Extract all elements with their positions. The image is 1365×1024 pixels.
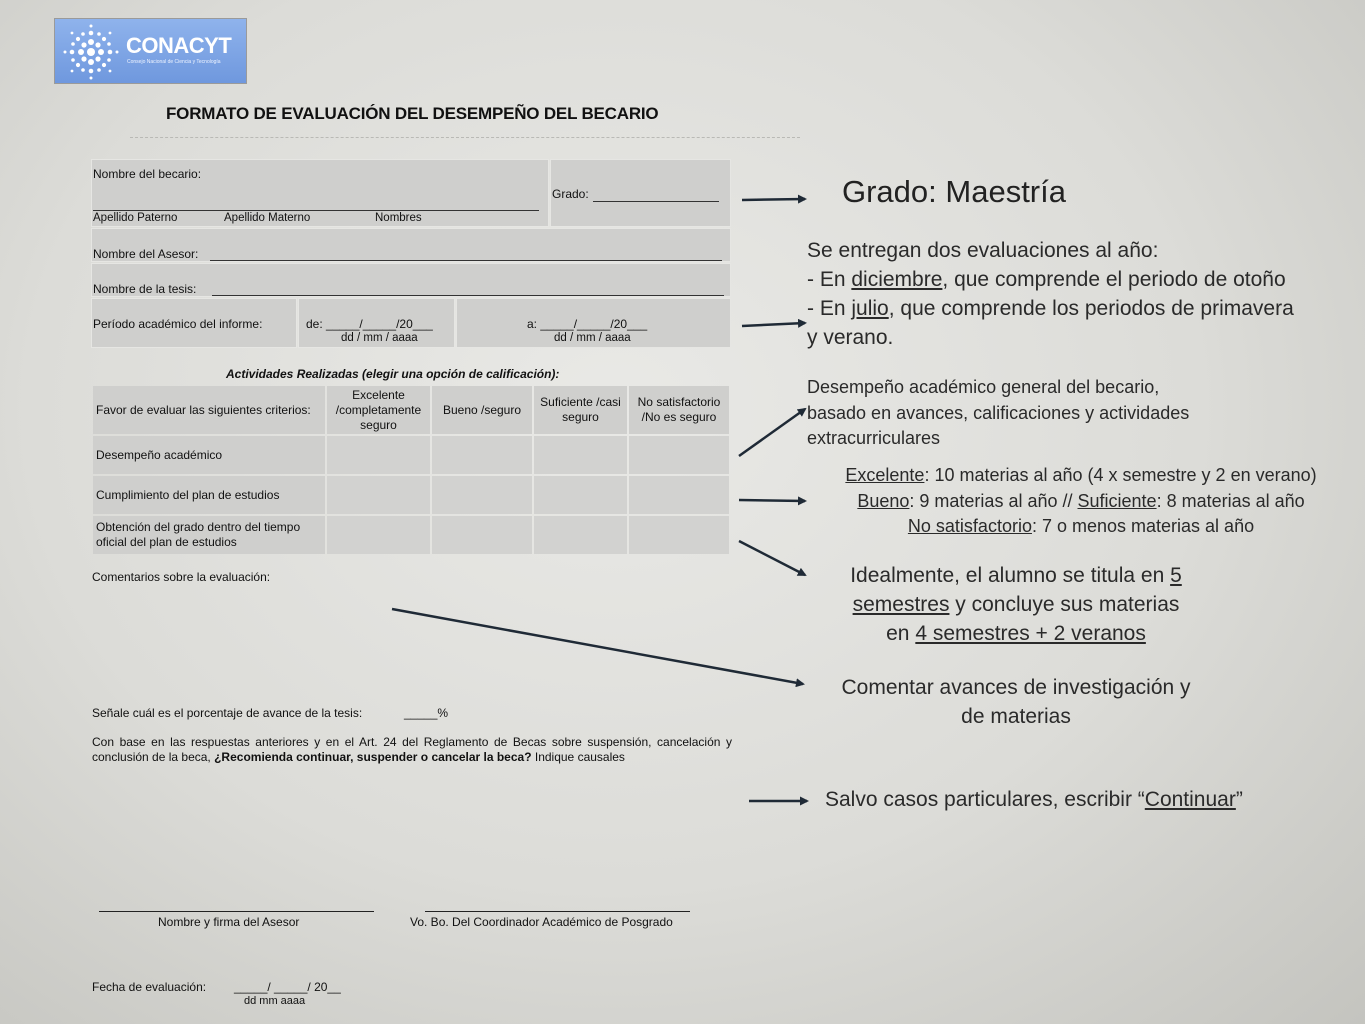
note-entregas-line1: Se entregan dos evaluaciones al año: — [807, 239, 1159, 262]
note-text: : 8 materias al año — [1156, 490, 1305, 511]
note-underline: diciembre — [851, 268, 943, 291]
note-underline: julio — [851, 297, 889, 320]
recomendacion-tail: Indique causales — [531, 750, 625, 764]
fecha-blank: _____/ _____/ 20__ — [234, 980, 341, 994]
arrow-obtencion — [739, 541, 805, 575]
note-underline: 4 semestres + 2 veranos — [915, 622, 1146, 645]
logo-text: CONACYT — [126, 33, 232, 58]
tesis-label: Nombre de la tesis: — [93, 282, 197, 296]
fecha-label: Fecha de evaluación: — [92, 980, 207, 994]
arrow-comentarios — [392, 609, 803, 684]
note-underline: 5 — [1170, 564, 1182, 587]
note-underline: semestres — [852, 593, 950, 616]
note-comentar-line1: Comentar avances de investigación y — [841, 676, 1191, 699]
logo-subtitle: Consejo Nacional de Ciencia y Tecnología — [127, 59, 221, 65]
periodo-de-sub: dd / mm / aaaa — [341, 332, 418, 344]
firma-coordinador-label: Vo. Bo. Del Coordinador Académico de Posgrado — [410, 915, 673, 929]
note-underline: Bueno — [857, 490, 910, 511]
note-text: y concluye sus materias — [949, 593, 1180, 616]
recomendacion-text: Con base en las respuestas anteriores y en el Art. 24 del Reglamento de Becas sobre suspensión, cancelación y conclusión de la beca, — [92, 735, 732, 764]
arrow-cumplimiento — [739, 500, 805, 501]
firma-asesor-label: Nombre y firma del Asesor — [158, 915, 300, 929]
note-text: , que comprende el periodo de otoño — [942, 268, 1286, 291]
note-underline: Continuar — [1144, 788, 1236, 811]
grado-label: Grado: — [552, 187, 589, 201]
note-desempeno-line3: extracurriculares — [807, 428, 941, 448]
note-text: - En — [807, 268, 852, 291]
porcentaje-blank: _____% — [404, 706, 449, 720]
periodo-label: Período académico del informe: — [93, 317, 263, 331]
apellido-paterno-label: Apellido Paterno — [93, 212, 178, 224]
note-text: : 9 materias al año // — [909, 490, 1078, 511]
note-text: ” — [1235, 788, 1243, 811]
note-desempeno-line1: Desempeño académico general del becario, — [807, 377, 1160, 397]
actividades-title: Actividades Realizadas (elegir una opción de calificación): — [226, 367, 560, 381]
note-text: Idealmente, el alumno se titula en — [850, 564, 1171, 587]
becario-label: Nombre del becario: — [93, 167, 202, 181]
nombres-label: Nombres — [375, 212, 422, 224]
row-label-cumplimiento: Cumplimiento del plan de estudios — [93, 476, 325, 514]
arrow-desempeno — [739, 409, 805, 456]
asesor-label: Nombre del Asesor: — [93, 247, 199, 261]
note-text: : 7 o menos materias al año — [1031, 516, 1255, 536]
note-text: Salvo casos particulares, escribir “ — [825, 788, 1145, 811]
note-entregas-line4: y verano. — [807, 326, 894, 349]
note-underline: Excelente — [845, 465, 925, 485]
row-label-desempeno: Desempeño académico — [93, 436, 325, 474]
periodo-de-label: de: _____/_____/20___ — [306, 317, 433, 331]
fecha-sub: dd mm aaaa — [244, 995, 306, 1007]
arrow-grado — [742, 199, 805, 200]
periodo-a-label: a: _____/_____/20___ — [527, 317, 648, 331]
table-header-suficiente: Suficiente /casi seguro — [534, 386, 627, 434]
periodo-a-sub: dd / mm / aaaa — [554, 332, 631, 344]
note-text: en — [886, 622, 916, 645]
note-underline: No satisfactorio — [907, 516, 1032, 536]
arrow-periodo — [742, 323, 805, 326]
apellido-materno-label: Apellido Materno — [224, 212, 311, 224]
note-text: - En — [807, 297, 852, 320]
note-comentar-line2: de materias — [961, 705, 1071, 728]
note-grado: Grado: Maestría — [842, 174, 1066, 209]
table-header-criterios: Favor de evaluar las siguientes criterios: — [93, 386, 325, 434]
note-desempeno-line2: basado en avances, calificaciones y actividades — [807, 402, 1190, 423]
table-header-bueno: Bueno /seguro — [432, 386, 532, 434]
porcentaje-label: Señale cuál es el porcentaje de avance de la tesis: — [92, 706, 363, 720]
table-header-excelente: Excelente /completamente seguro — [327, 386, 430, 434]
table-header-no-satisfactorio: No satisfactorio /No es seguro — [629, 386, 729, 434]
comentarios-label: Comentarios sobre la evaluación: — [92, 570, 271, 584]
note-text: , que comprende los periodos de primavera — [888, 297, 1294, 320]
form-title: FORMATO DE EVALUACIÓN DEL DESEMPEÑO DEL BECARIO — [166, 104, 659, 123]
note-text: : 10 materias al año (4 x semestre y 2 en verano) — [924, 465, 1317, 485]
note-underline: Suficiente — [1077, 490, 1157, 511]
recomendacion-question: ¿Recomienda continuar, suspender o cancelar la beca? — [214, 750, 532, 764]
row-label-obtencion: Obtención del grado dentro del tiempo oficial del plan de estudios — [93, 516, 325, 554]
